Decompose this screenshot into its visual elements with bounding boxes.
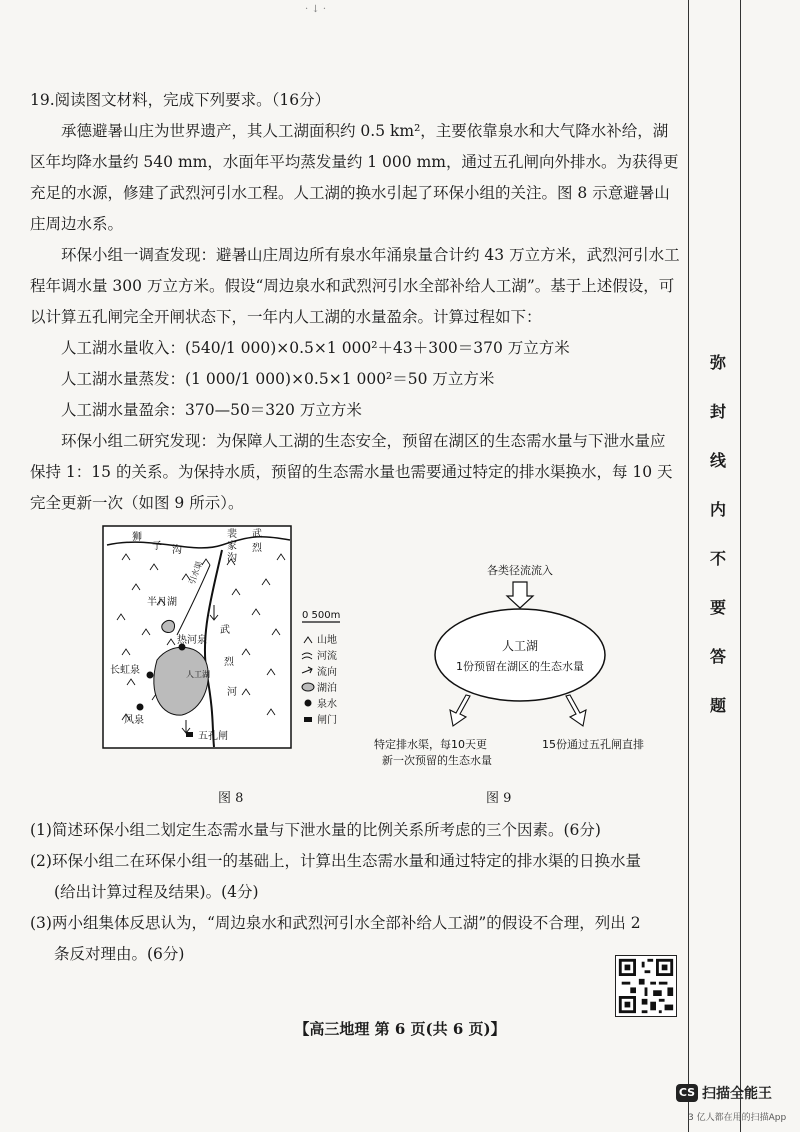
page-footer: 【高三地理 第 6 页(共 6 页)】: [294, 1020, 506, 1038]
legend-lake: 湖泊: [317, 683, 337, 694]
label-banyuehu: 半月湖: [147, 597, 177, 608]
fig9-left-arrow: [450, 695, 470, 726]
fig9-lake-ellipse: [435, 609, 605, 701]
material-paragraph-2: 环保小组一调查发现：避暑山庄周边所有泉水年涌泉量合计约 43 万立方米，武烈河引水工程年调水量 300 万立方米。假设“周边泉水和武烈河引水全部补给人工湖”。基于上述假设，可以计算五孔闸完全开闸状态下，一年内人工湖的水量盈余。计算过程如下：: [30, 246, 680, 326]
margin-line-left: [688, 0, 689, 1132]
scanner-brand: [676, 1082, 800, 1132]
label-wu-top: 武: [252, 529, 262, 540]
seal-char: 答: [709, 647, 726, 666]
fig9-inflow-label: 各类径流流入: [487, 564, 553, 577]
label-gou2: 沟: [227, 553, 237, 564]
brand-logo-icon: CS: [676, 1084, 698, 1102]
material-paragraph-3: 环保小组二研究发现：为保障人工湖的生态安全，预留在湖区的生态需水量与下泄水量应保持 1：15 的关系。为保持水质，预留的生态需水量也需要通过特定的排水渠换水，每 10 天完全更新一次（如图 9 所示）。: [30, 432, 673, 512]
figure-9-diagram: [370, 560, 670, 790]
question-title: 19.阅读图文材料，完成下列要求。（16分）: [30, 91, 331, 109]
legend-flow: 流向: [317, 667, 337, 678]
legend-mountain: 山地: [317, 635, 337, 646]
subquestion-1: (1)简述环保小组二划定生态需水量与下泄水量的比例关系所考虑的三个因素。(6分): [30, 821, 601, 839]
seal-char: 封: [709, 402, 726, 421]
fig9-out-left-1: 特定排水渠，每10天更: [374, 738, 487, 751]
label-shi: 狮: [132, 532, 142, 543]
subquestion-3: (3)两小组集体反思认为，“周边泉水和武烈河引水全部补给人工湖”的假设不合理，列出 2: [30, 914, 641, 932]
label-lake: 人工湖: [186, 670, 210, 679]
label-rehequan: 热河泉: [177, 635, 207, 646]
calc-income: 人工湖水量收入：(540/1 000)×0.5×1 000²＋43＋300＝370 万立方米: [61, 339, 570, 357]
figure-9-caption: 图 9: [486, 791, 512, 806]
label-changhongquan: 长虹泉: [110, 665, 140, 676]
figure-8-caption: 图 8: [218, 791, 244, 806]
fig9-out-left-2: 新一次预留的生态水量: [382, 754, 492, 767]
seal-char: 要: [709, 598, 726, 617]
calc-surplus: 人工湖水量盈余：370—50＝320 万立方米: [61, 401, 362, 419]
margin-line-right: [740, 0, 741, 1132]
label-lie-top: 烈: [252, 543, 262, 554]
seal-char: 线: [709, 451, 726, 470]
label-zi: 子: [152, 541, 162, 552]
fig9-out-right: 15份通过五孔闸直排: [542, 738, 644, 751]
fig9-lake-title: 人工湖: [501, 639, 539, 653]
label-jia: 家: [227, 541, 237, 552]
subquestion-2: (2)环保小组二在环保小组一的基础上，计算出生态需水量和通过特定的排水渠的日换水量: [30, 852, 641, 870]
label-yinshuiqu: 引水渠: [187, 560, 205, 586]
seal-line-text: [700, 355, 736, 714]
label-fengquan: 风泉: [124, 715, 144, 726]
calc-evaporation: 人工湖水量蒸发：(1 000/1 000)×0.5×1 000²＝50 万立方米: [61, 370, 495, 388]
fig9-right-arrow: [566, 695, 586, 726]
fig9-inflow-arrow: [507, 582, 533, 608]
seal-char: 弥: [709, 353, 726, 372]
seal-char: 题: [709, 696, 726, 715]
legend-scale: 0 500m: [302, 610, 341, 621]
label-river-wu: 武: [220, 625, 230, 636]
qr-code: [615, 955, 677, 1017]
label-river-lie: 烈: [224, 657, 234, 668]
material-paragraph-1: 承德避暑山庄为世界遗产，其人工湖面积约 0.5 km²，主要依靠泉水和大气降水补给，湖区年均降水量约 540 mm，水面年平均蒸发量约 1 000 mm，通过五孔闸向外排水。为获得更充足的水源，修建了武烈河引水工程。人工湖的换水引起了环保小组的关注。图 8 示意避暑山庄周边水系。: [30, 122, 679, 233]
question-content: [30, 85, 680, 970]
brand-name: 扫描全能王: [702, 1086, 772, 1102]
label-gou: 沟: [172, 545, 182, 556]
seal-char: 内: [709, 500, 726, 519]
seal-char: 不: [709, 549, 726, 568]
figures-area: [30, 525, 680, 815]
legend-river: 河流: [317, 651, 337, 662]
header-mark: · ↓ ·: [305, 4, 327, 15]
subquestion-3-cont: 条反对理由。(6分): [54, 945, 185, 963]
brand-tagline: 3 亿人都在用的扫描App: [688, 1113, 787, 1123]
map-legend: [302, 610, 340, 726]
label-wukongzha: 五孔闸: [198, 731, 228, 742]
label-river-he: 河: [227, 687, 237, 698]
label-pei: 裴: [227, 529, 237, 540]
legend-gate: 闸门: [317, 715, 337, 726]
legend-spring: 泉水: [317, 699, 337, 710]
fig9-lake-sub: 1份预留在湖区的生态水量: [456, 660, 584, 673]
subquestion-2-cont: (给出计算过程及结果)。(4分): [54, 883, 259, 901]
